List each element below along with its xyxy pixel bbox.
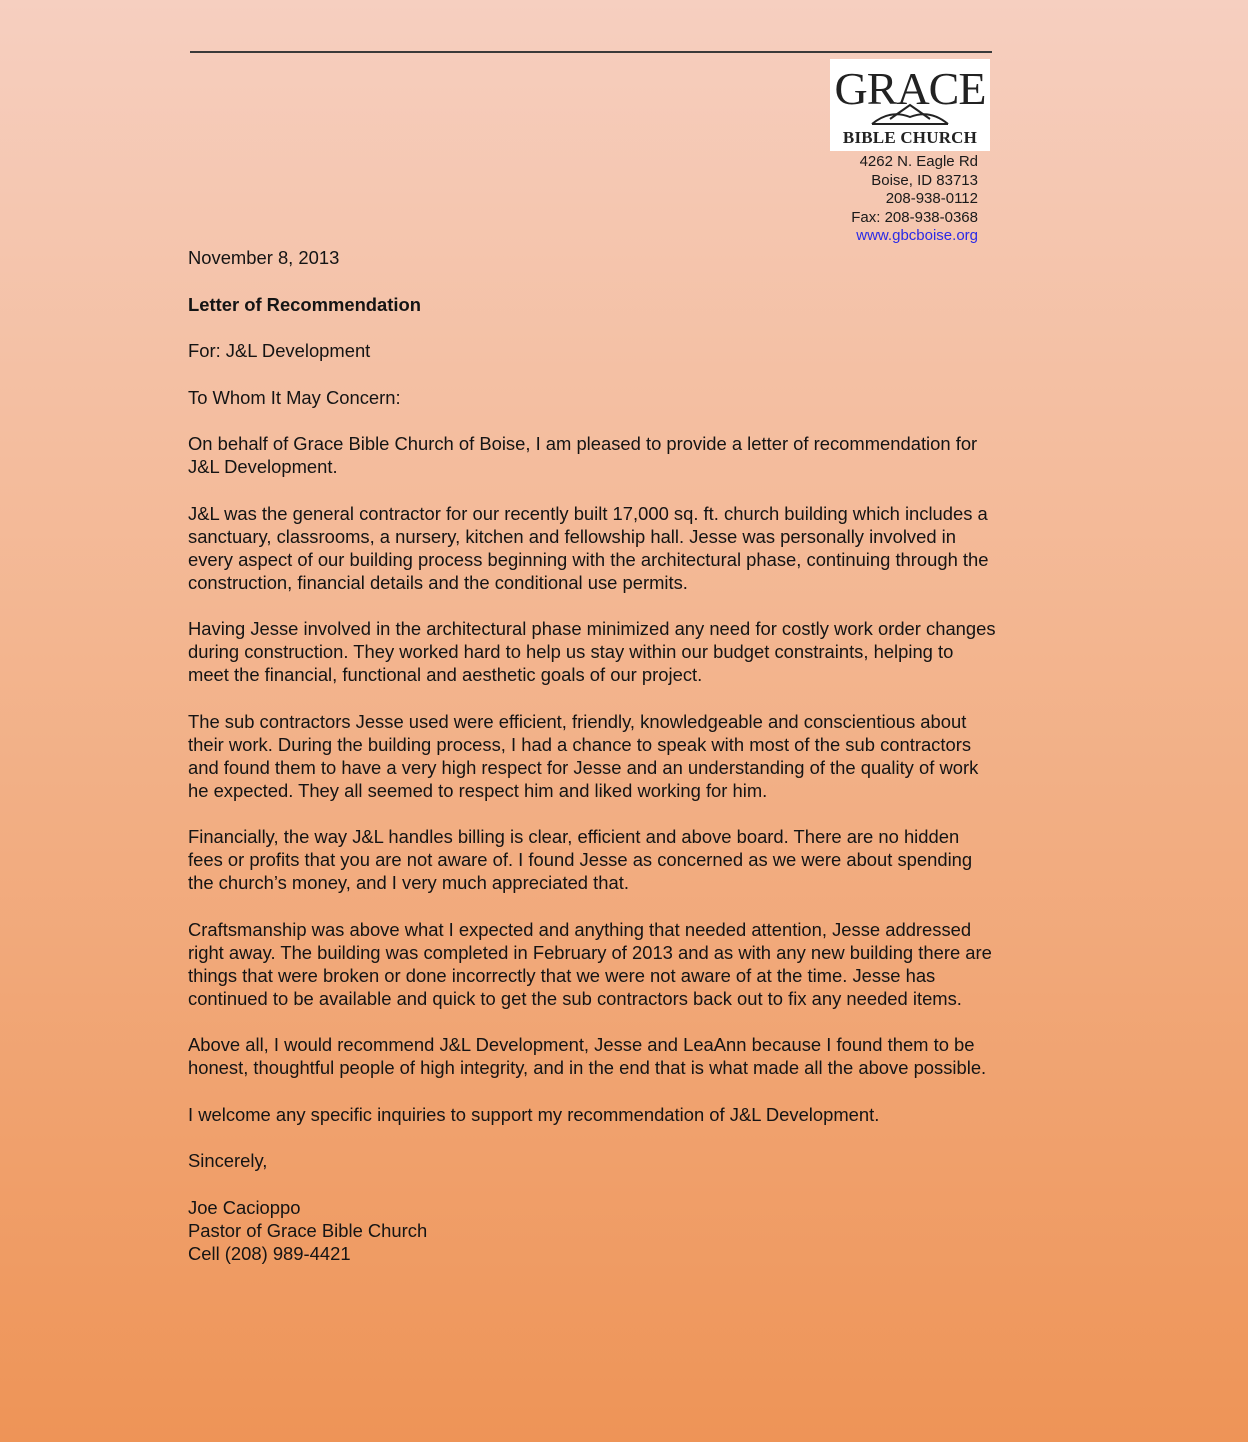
church-address [800, 153, 978, 246]
church-logo [830, 59, 990, 151]
address-phone: 208-938-0112 [885, 190, 978, 207]
header-rule [190, 51, 992, 53]
letter-paragraph: J&L was the general contractor for our recently built 17,000 sq. ft. church building which includes a sanctuary, classrooms, a nursery, kitchen and fellowship hall. Jesse was personally involved in every aspect of our building process beginning with the architectural phase, continuing through the construction, financial details and the conditional use permits. [188, 502, 989, 593]
letter-paragraph: Above all, I would recommend J&L Development, Jesse and LeaAnn because I found them to be honest, thoughtful people of high integrity, and in the end that is what made all the above possible. [188, 1034, 987, 1078]
letter-paragraph: The sub contractors Jesse used were efficient, friendly, knowledgeable and conscientious about their work. During the building process, I had a chance to speak with most of the sub contractors and found them to have a very high respect for Jesse and an understanding of the quality of work he expected. They all seemed to respect him and liked working for him. [188, 710, 979, 801]
address-fax: Fax: 208-938-0368 [851, 208, 978, 226]
letter-for-line: For: J&L Development [188, 340, 371, 361]
website-link[interactable]: www.gbcboise.org [856, 227, 978, 244]
letter-date: November 8, 2013 [188, 247, 340, 268]
letter-paragraph: Financially, the way J&L handles billing is clear, efficient and above board. There are no hidden fees or profits that you are not aware of. I found Jesse as concerned as we were about spending the church’s money, and I very much appreciated that. [188, 826, 973, 893]
letter-closing: Sincerely, [188, 1150, 268, 1171]
letter-body [188, 246, 998, 1265]
letter-paragraph: I welcome any specific inquiries to support my recommendation of J&L Development. [188, 1103, 880, 1125]
signature-phone: Cell (208) 989-4421 [188, 1242, 351, 1264]
logo-subtitle: BIBLE CHURCH [842, 128, 978, 147]
letter-title: Letter of Recommendation [188, 293, 421, 315]
signature-title: Pastor of Grace Bible Church [188, 1219, 428, 1241]
letter-paragraph: Having Jesse involved in the architectural phase minimized any need for costly work order changes during construction. They worked hard to help us stay within our budget constraints, helping to meet the financial, functional and aesthetic goals of our project. [188, 618, 996, 685]
open-book-icon [830, 99, 990, 127]
signature-name: Joe Cacioppo [188, 1196, 301, 1218]
address-street: 4262 N. Eagle Rd [859, 153, 978, 170]
letter-paragraph: Craftsmanship was above what I expected and anything that needed attention, Jesse addressed right away. The building was completed in February of 2013 and as with any new building there are things that were broken or done incorrectly that we were not aware of at the time. Jesse has continued to be available and quick to get the sub contractors back out to fix any needed items. [188, 918, 992, 1009]
signature-block [188, 1196, 998, 1265]
logo-wordmark: GRACE [834, 63, 986, 114]
address-city: Boise, ID 83713 [871, 171, 978, 189]
letter-salutation: To Whom It May Concern: [188, 386, 401, 408]
letter-paragraph: On behalf of Grace Bible Church of Boise, I am pleased to provide a letter of recommendation for J&L Development. [188, 433, 978, 477]
